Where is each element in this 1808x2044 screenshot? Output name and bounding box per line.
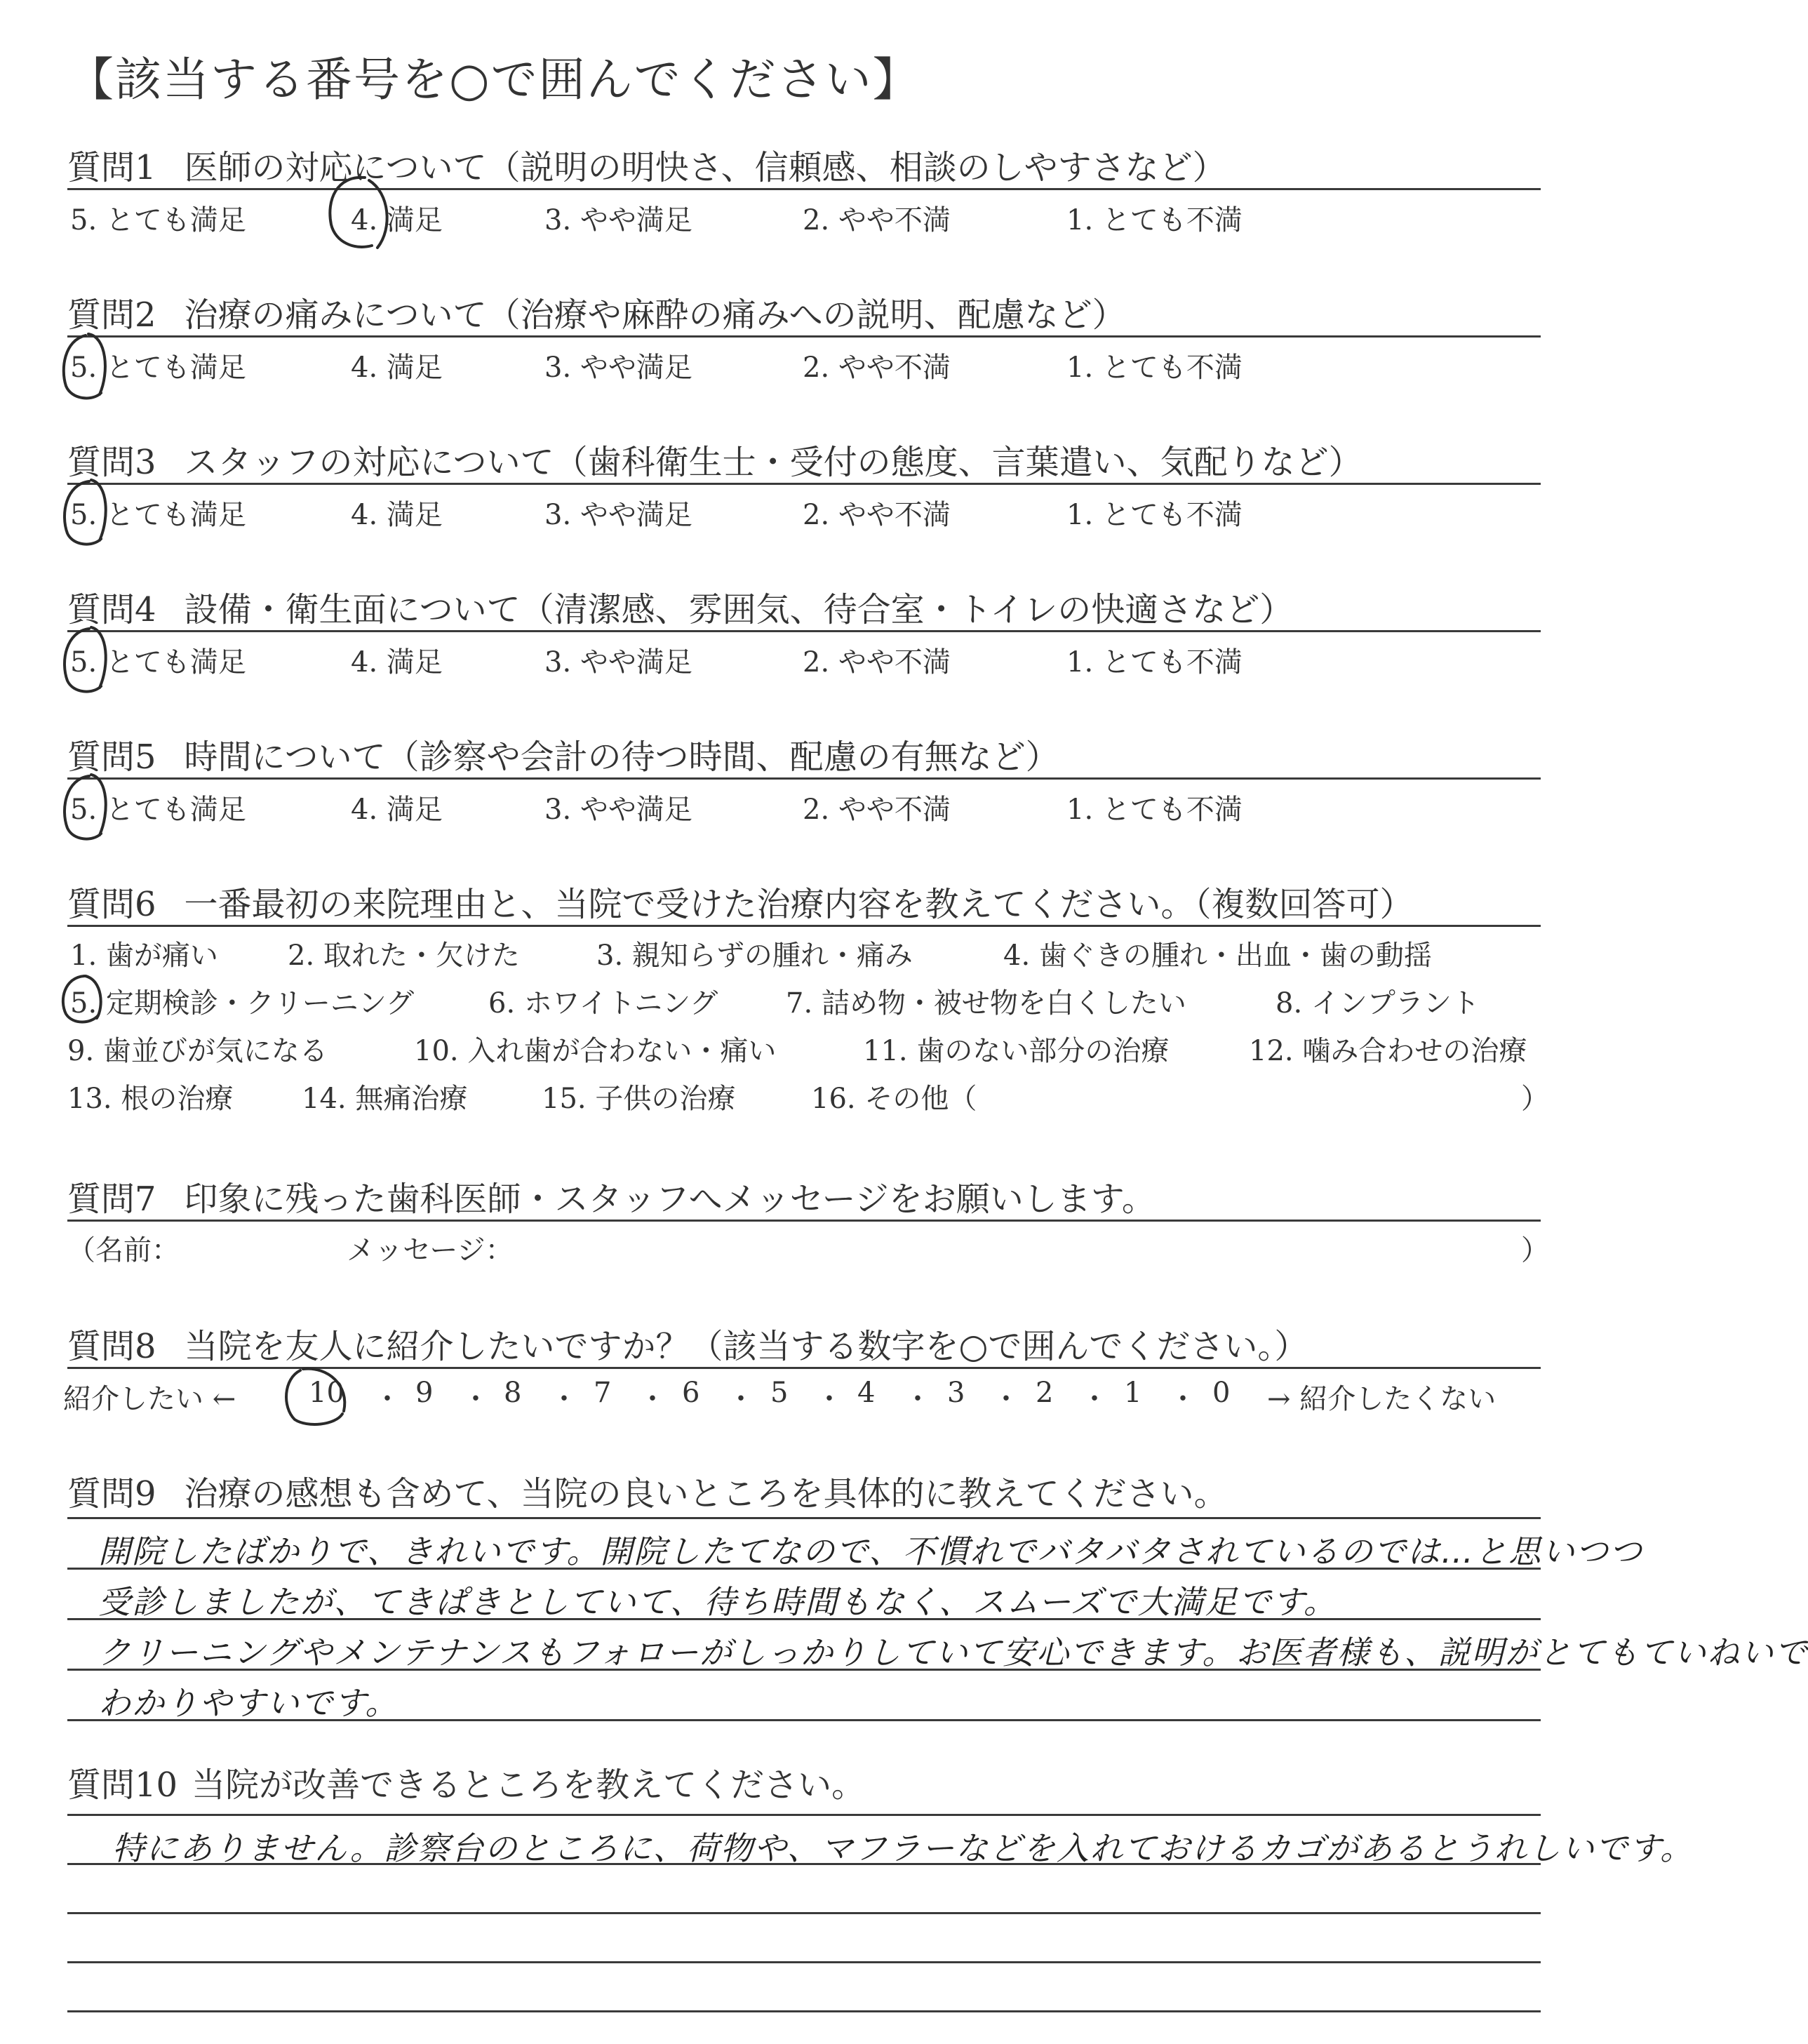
- q3-selection-circle: [58, 476, 121, 553]
- page-title: 【該当する番号を○で囲んでください】: [67, 53, 920, 107]
- q9-answer-line: わかりやすいです。: [98, 1684, 399, 1722]
- q8-dot: ・: [904, 1383, 932, 1415]
- q8-dot: ・: [1080, 1383, 1109, 1415]
- q5-selection-circle: [58, 770, 121, 848]
- q8-dot: ・: [727, 1383, 755, 1415]
- q10-line: [67, 1814, 1541, 1816]
- q7-label: 質問7: [67, 1180, 156, 1219]
- q10-text: 当院が改善できるところを教えてください。: [192, 1765, 866, 1805]
- q6-other-close-paren: ）: [1521, 1083, 1549, 1115]
- q10-line: [67, 1961, 1541, 1963]
- q6-option-7[interactable]: 7. 詰め物・被せ物を白くしたい: [786, 987, 1186, 1020]
- q2-option-1[interactable]: 1. とても不満: [1066, 352, 1243, 384]
- q6-heading: [67, 877, 1414, 926]
- q5-divider: [67, 777, 1541, 780]
- q6-option-9[interactable]: 9. 歯並びが気になる: [67, 1035, 328, 1067]
- q3-divider: [67, 483, 1541, 485]
- q6-option-15[interactable]: 15. 子供の治療: [542, 1083, 736, 1115]
- q7-name-label: （名前：: [67, 1234, 180, 1267]
- q3-heading: [67, 435, 1362, 483]
- q6-option-8[interactable]: 8. インプラント: [1275, 987, 1480, 1020]
- q7-divider: [67, 1220, 1541, 1222]
- q5-option-1[interactable]: 1. とても不満: [1066, 794, 1243, 826]
- q7-message-label: メッセージ：: [347, 1234, 514, 1267]
- q5-option-3[interactable]: 3. やや満足: [544, 794, 692, 826]
- q8-dot: ・: [638, 1383, 667, 1415]
- q8-label: 質問8: [67, 1327, 156, 1366]
- q4-option-1[interactable]: 1. とても不満: [1066, 646, 1243, 679]
- q2-option-3[interactable]: 3. やや満足: [544, 352, 692, 384]
- q8-selection-circle: [279, 1365, 356, 1428]
- q8-scale-10[interactable]: 10: [309, 1377, 344, 1409]
- q10-label: 質問10: [67, 1765, 178, 1805]
- q6-label: 質問6: [67, 885, 156, 924]
- q6-option-14[interactable]: 14. 無痛治療: [302, 1083, 468, 1115]
- q6-option-11[interactable]: 11. 歯のない部分の治療: [863, 1035, 1170, 1067]
- q8-scale-7[interactable]: 7: [594, 1377, 612, 1409]
- q3-option-2[interactable]: 2. やや不満: [803, 499, 951, 531]
- q8-scale-0[interactable]: 0: [1212, 1377, 1231, 1409]
- q3-label: 質問3: [67, 443, 156, 482]
- q8-scale-6[interactable]: 6: [682, 1377, 700, 1409]
- q5-label: 質問5: [67, 737, 156, 777]
- q6-option-5[interactable]: 5. 定期検診・クリーニング: [70, 987, 415, 1020]
- q3-option-1[interactable]: 1. とても不満: [1066, 499, 1243, 531]
- q8-dot: ・: [815, 1383, 843, 1415]
- q6-option-6[interactable]: 6. ホワイトニング: [488, 987, 718, 1020]
- q8-scale-3[interactable]: 3: [947, 1377, 965, 1409]
- q8-scale-1[interactable]: 1: [1124, 1377, 1142, 1409]
- q7-heading: [67, 1172, 1156, 1220]
- q1-option-1[interactable]: 1. とても不満: [1066, 204, 1243, 236]
- q6-option-3[interactable]: 3. 親知らずの腫れ・痛み: [596, 940, 913, 972]
- q8-dot: ・: [550, 1383, 578, 1415]
- q8-scale-4[interactable]: 4: [857, 1377, 876, 1409]
- q5-heading: [67, 730, 1059, 778]
- q6-option-13[interactable]: 13. 根の治療: [67, 1083, 234, 1115]
- q9-answer-line: 受診しましたが、てきぱきとしていて、待ち時間もなく、スムーズで大満足です。: [98, 1583, 1337, 1621]
- q4-label: 質問4: [67, 590, 156, 629]
- q4-option-5[interactable]: 5. とても満足: [70, 646, 246, 679]
- q6-divider: [67, 925, 1541, 927]
- q4-text: 設備・衛生面について（清潔感、雰囲気、待合室・トイレの快適さなど）: [184, 590, 1294, 629]
- q5-option-4[interactable]: 4. 満足: [351, 794, 443, 826]
- q8-dot: ・: [992, 1383, 1020, 1415]
- q4-selection-circle: [58, 623, 121, 700]
- q9-text: 治療の感想も含めて、当院の良いところを具体的に教えてください。: [184, 1474, 1228, 1514]
- q10-line: [67, 1912, 1541, 1914]
- q6-option-1[interactable]: 1. 歯が痛い: [70, 940, 218, 972]
- q6-option-4[interactable]: 4. 歯ぐきの腫れ・出血・歯の動揺: [1003, 940, 1432, 972]
- q2-option-5[interactable]: 5. とても満足: [70, 352, 246, 384]
- q8-scale-5[interactable]: 5: [770, 1377, 789, 1409]
- q1-option-3[interactable]: 3. やや満足: [544, 204, 692, 236]
- q2-label: 質問2: [67, 295, 156, 335]
- q8-scale-9[interactable]: 9: [415, 1377, 434, 1409]
- q7-close-paren: ）: [1521, 1234, 1549, 1267]
- q6-option-12[interactable]: 12. 噛み合わせの治療: [1249, 1035, 1527, 1067]
- q4-option-4[interactable]: 4. 満足: [351, 646, 443, 679]
- q4-divider: [67, 630, 1541, 632]
- q8-dot: ・: [462, 1383, 490, 1415]
- q3-text: スタッフの対応について（歯科衛生士・受付の態度、言葉遣い、気配りなど）: [184, 443, 1362, 482]
- q6-option-16[interactable]: 16. その他（: [811, 1083, 977, 1115]
- q2-selection-circle: [58, 330, 121, 407]
- q8-right-label: → 紹介したくない: [1267, 1383, 1496, 1415]
- q1-heading: [67, 140, 1226, 189]
- q10-heading: [67, 1758, 865, 1806]
- q1-label: 質問1: [67, 148, 156, 187]
- q4-option-3[interactable]: 3. やや満足: [544, 646, 692, 679]
- q1-option-5[interactable]: 5. とても満足: [70, 204, 246, 236]
- q8-heading: [67, 1319, 1308, 1368]
- q6-option-10[interactable]: 10. 入れ歯が合わない・痛い: [414, 1035, 777, 1067]
- q3-option-4[interactable]: 4. 満足: [351, 499, 443, 531]
- q4-heading: [67, 582, 1293, 631]
- q2-divider: [67, 335, 1541, 338]
- q1-option-2[interactable]: 2. やや不満: [803, 204, 951, 236]
- q5-text: 時間について（診察や会計の待つ時間、配慮の有無など）: [184, 737, 1059, 777]
- q8-left-label: 紹介したい ←: [63, 1383, 236, 1415]
- q8-scale-2[interactable]: 2: [1036, 1377, 1054, 1409]
- q9-heading: [67, 1467, 1228, 1515]
- q3-option-5[interactable]: 5. とても満足: [70, 499, 246, 531]
- q1-divider: [67, 188, 1541, 190]
- q5-option-5[interactable]: 5. とても満足: [70, 794, 246, 826]
- q9-label: 質問9: [67, 1474, 156, 1514]
- q10-answer-line: 特にありません。診察台のところに、荷物や、マフラーなどを入れておけるカゴがあるとうれしいです。: [112, 1829, 1694, 1867]
- q8-dot: ・: [373, 1383, 401, 1415]
- q3-option-3[interactable]: 3. やや満足: [544, 499, 692, 531]
- q9-answer-line: 開院したばかりで、きれいです。開院したてなので、不慣れでバタバタされているのでは…と思いつつ: [98, 1532, 1644, 1570]
- q1-text: 医師の対応について（説明の明快さ、信頼感、相談のしやすさなど）: [184, 148, 1226, 187]
- q5-option-2[interactable]: 2. やや不満: [803, 794, 951, 826]
- q2-heading: [67, 288, 1126, 336]
- q6-text: 一番最初の来院理由と、当院で受けた治療内容を教えてください。（複数回答可）: [184, 885, 1414, 924]
- q6-option-2[interactable]: 2. 取れた・欠けた: [288, 940, 520, 972]
- q9-answer-line: クリーニングやメンテナンスもフォローがしっかりしていて安心できます。お医者様も、説明がとてもていねいで: [98, 1634, 1808, 1671]
- q1-option-4[interactable]: 4. 満足: [351, 204, 443, 236]
- q8-text: 当院を友人に紹介したいですか？（該当する数字を○で囲んでください。）: [184, 1327, 1308, 1366]
- q2-option-2[interactable]: 2. やや不満: [803, 352, 951, 384]
- q2-option-4[interactable]: 4. 満足: [351, 352, 443, 384]
- q8-scale-8[interactable]: 8: [504, 1377, 522, 1409]
- q1-selection-circle: [323, 172, 400, 256]
- q6-selection-circle: [56, 972, 112, 1028]
- q8-dot: ・: [1169, 1383, 1197, 1415]
- q9-line: [67, 1517, 1541, 1519]
- q10-line: [67, 2010, 1541, 2012]
- q7-text: 印象に残った歯科医師・スタッフへメッセージをお願いします。: [184, 1180, 1156, 1219]
- q4-option-2[interactable]: 2. やや不満: [803, 646, 951, 679]
- q2-text: 治療の痛みについて（治療や麻酔の痛みへの説明、配慮など）: [184, 295, 1126, 335]
